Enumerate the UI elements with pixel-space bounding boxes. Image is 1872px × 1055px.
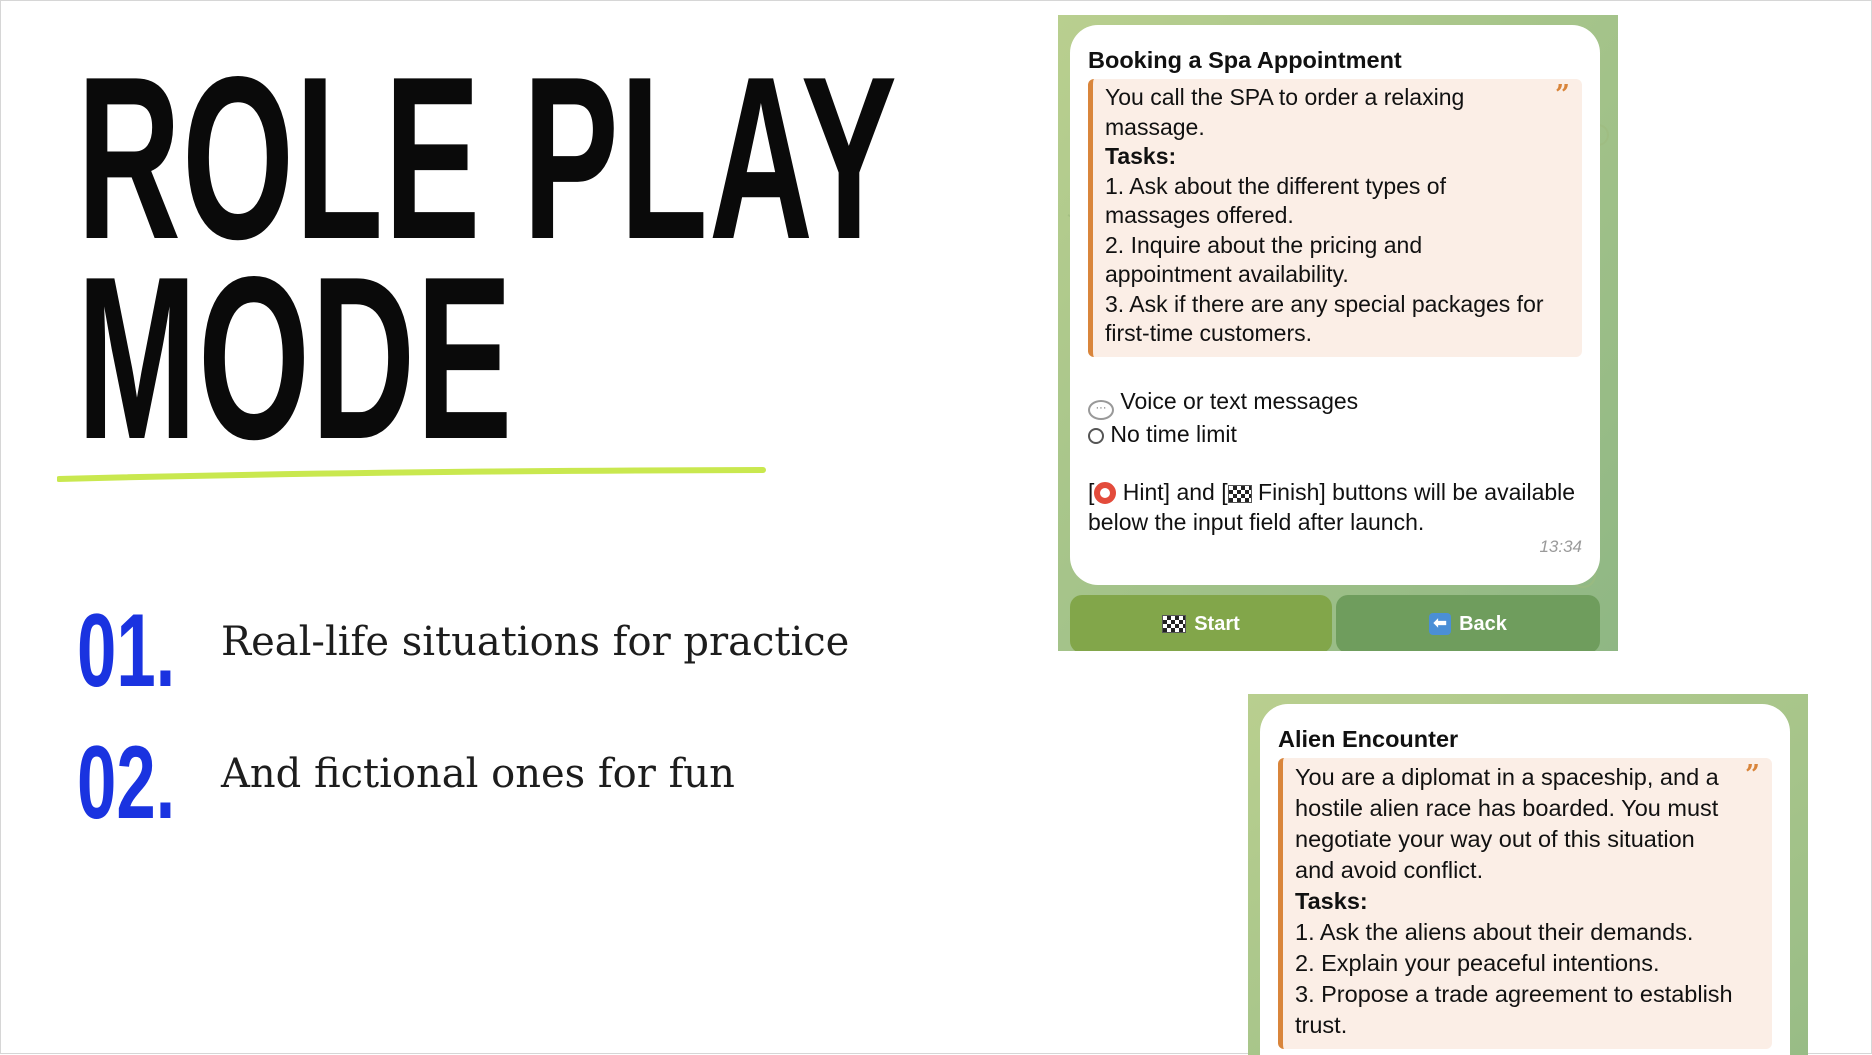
point-1-number: 01. bbox=[77, 593, 176, 709]
task-3: 3. Ask if there are any special packages for first-time customers. bbox=[1105, 290, 1544, 346]
accent-underline bbox=[57, 467, 767, 487]
hint-info-part-3: Finish] buttons will be available below the input field after launch. bbox=[1088, 479, 1576, 535]
start-button[interactable] bbox=[1070, 595, 1332, 651]
back-button[interactable] bbox=[1336, 595, 1600, 651]
back-button-label: Back bbox=[1459, 612, 1507, 635]
start-button-label: Start bbox=[1194, 612, 1240, 635]
chat-screenshot-spa bbox=[1058, 15, 1618, 651]
tasks-label: Tasks: bbox=[1295, 888, 1368, 914]
slide-title bbox=[77, 29, 899, 488]
scenario-intro: You call the SPA to order a relaxing massage. bbox=[1105, 84, 1465, 140]
scenario-title: Alien Encounter bbox=[1278, 726, 1459, 752]
message-bubble bbox=[1070, 25, 1600, 585]
point-2-number: 02. bbox=[77, 725, 176, 841]
message-bubble bbox=[1260, 704, 1790, 1055]
title-line-2: MODE bbox=[77, 229, 514, 488]
scenario-intro: You are a diplomat in a spaceship, and a hostile alien race has boarded. You must negotiate your way out of this situation and avoid conflict. bbox=[1295, 764, 1719, 883]
hint-info bbox=[1088, 478, 1582, 537]
checkered-flag-icon bbox=[1162, 615, 1186, 633]
left-arrow-icon: ⬅ bbox=[1429, 613, 1451, 635]
meta-voice-text: Voice or text messages bbox=[1120, 387, 1359, 414]
lifebuoy-icon bbox=[1094, 482, 1116, 504]
task-1: 1. Ask the aliens about their demands. bbox=[1295, 919, 1694, 945]
hint-info-part-2: Hint] and [ bbox=[1116, 479, 1228, 505]
tasks-label: Tasks: bbox=[1105, 143, 1177, 169]
meta-time-text: No time limit bbox=[1110, 420, 1237, 447]
meta-time-row bbox=[1088, 420, 1582, 450]
point-1-text: Real-life situations for practice bbox=[221, 619, 850, 665]
task-1: 1. Ask about the different types of massages offered. bbox=[1105, 172, 1446, 228]
quote-icon: ” bbox=[1555, 80, 1570, 110]
meta-voice-row bbox=[1088, 387, 1582, 420]
scenario-quote bbox=[1278, 758, 1772, 1049]
point-2-text: And fictional ones for fun bbox=[221, 751, 735, 797]
stopwatch-icon bbox=[1088, 428, 1104, 444]
chat-screenshot-alien bbox=[1248, 694, 1808, 1055]
scenario-quote bbox=[1088, 79, 1582, 357]
task-2: 2. Inquire about the pricing and appointment availability. bbox=[1105, 231, 1423, 287]
hint-info-part-1: [ bbox=[1088, 479, 1095, 505]
task-3: 3. Propose a trade agreement to establish trust. bbox=[1295, 981, 1733, 1038]
message-timestamp: 13:34 bbox=[1539, 537, 1582, 556]
checkered-flag-icon bbox=[1228, 485, 1252, 503]
speech-bubble-icon: ··· bbox=[1088, 400, 1114, 420]
scenario-title: Booking a Spa Appointment bbox=[1088, 47, 1402, 73]
quote-icon: ” bbox=[1745, 760, 1760, 790]
title-line-1: ROLE PLAY bbox=[77, 29, 899, 288]
task-2: 2. Explain your peaceful intentions. bbox=[1295, 950, 1660, 976]
